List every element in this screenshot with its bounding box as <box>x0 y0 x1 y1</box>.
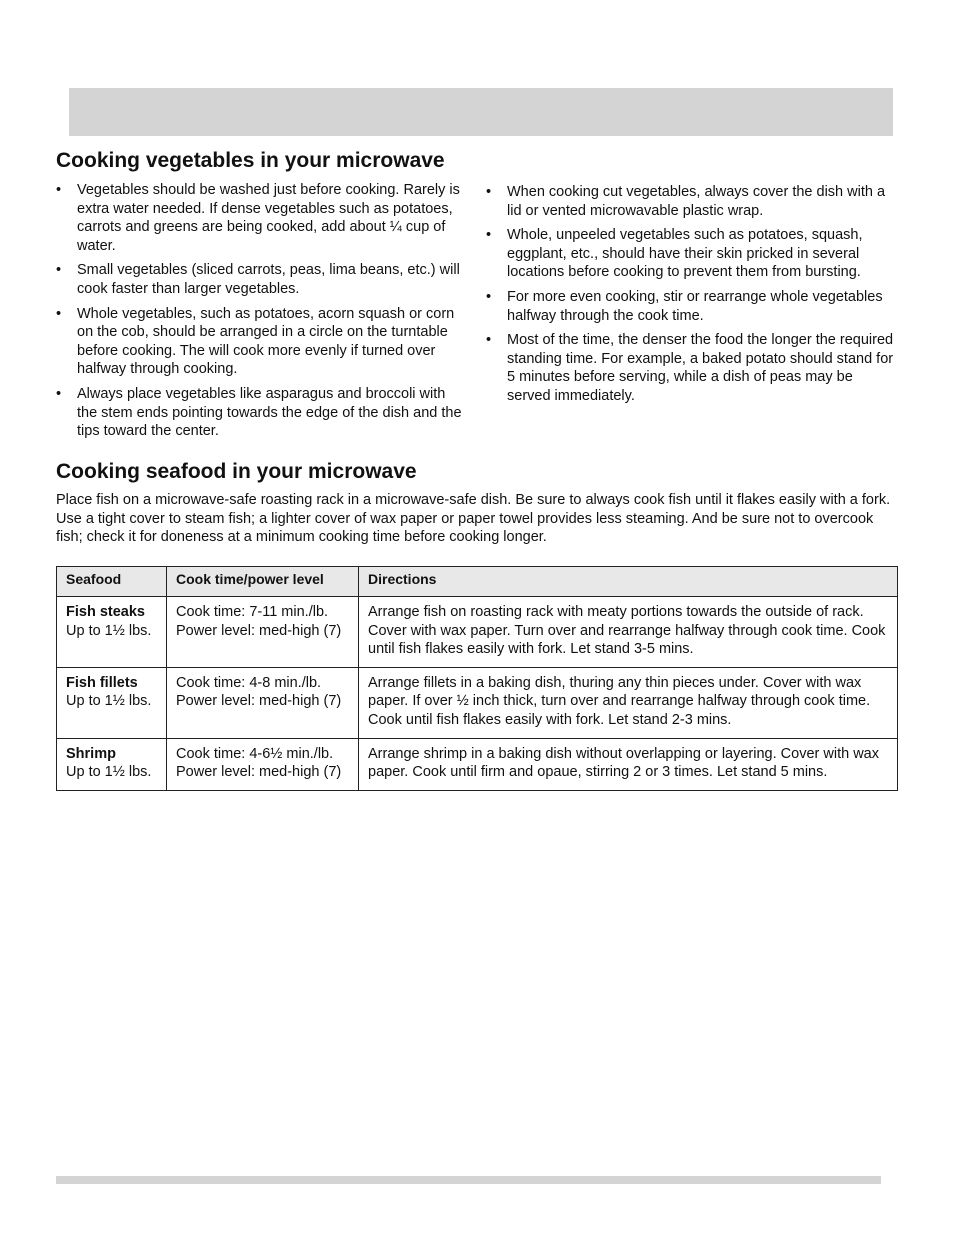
table-row <box>57 667 898 738</box>
list-item-text: Always place vegetables like asparagus and broccoli with the stem ends pointing towards the edge of the dish and the tips toward the center. <box>77 385 462 440</box>
table-header-row <box>57 567 898 597</box>
list-item <box>486 183 900 220</box>
seafood-amount: Up to 1½ lbs. <box>66 693 152 710</box>
header-directions: Directions <box>359 567 898 597</box>
bullet: • <box>486 332 492 349</box>
seafood-table <box>56 566 898 791</box>
bullet: • <box>56 182 62 198</box>
vegetables-list-left <box>56 181 468 447</box>
seafood-heading: Cooking seafood in your microwave <box>56 460 417 483</box>
list-item <box>486 288 900 325</box>
seafood-amount: Up to 1½ lbs. <box>66 622 152 639</box>
cook-time-cell <box>167 597 359 668</box>
cook-time: Cook time: 7-11 min./lb. <box>176 604 329 620</box>
cook-time-cell <box>167 667 359 738</box>
power-level: Power level: med-high (7) <box>176 693 342 710</box>
vegetables-list-right <box>486 183 900 412</box>
bullet: • <box>486 227 492 244</box>
cook-time: Cook time: 4-8 min./lb. <box>176 674 322 691</box>
list-item-text: Most of the time, the denser the food the longer the required standing time. For example, a baked potato should stand for 5 minutes before serving, while a dish of peas may be served immediately. <box>507 332 894 404</box>
power-level: Power level: med-high (7) <box>176 764 342 781</box>
bullet: • <box>56 385 62 402</box>
list-item-text: For more even cooking, stir or rearrange whole vegetables halfway through the cook time. <box>507 288 883 324</box>
list-item <box>56 385 468 441</box>
seafood-name: Fish fillets <box>66 674 138 691</box>
seafood-intro: Place fish on a microwave-safe roasting rack in a microwave-safe dish. Be sure to always cook fish until it flakes easily with a fork. Use a tight cover to steam fish; a lighter cover of wax paper or paper towel provides less steaming. And be sure not to overcook fish; check it for doneness at a minimum cooking time before cooking longer. <box>56 492 891 546</box>
seafood-name: Fish steaks <box>66 604 145 620</box>
seafood-name: Shrimp <box>66 745 116 762</box>
power-level: Power level: med-high (7) <box>176 622 342 639</box>
list-item-text: Whole, unpeeled vegetables such as potatoes, squash, eggplant, etc., should have their skin pricked in several locations before cooking to prevent them from bursting. <box>507 227 863 281</box>
vegetables-heading: Cooking vegetables in your microwave <box>56 149 445 172</box>
directions-cell: Arrange fish on roasting rack with meaty portions towards the outside of rack. Cover with wax paper. Turn over and rearrange halfway through cook time. Cook until fish flakes easily with fork. Let stand 3-5 mins. <box>359 597 898 668</box>
header-cook-time: Cook time/power level <box>167 567 359 597</box>
list-item <box>486 331 900 405</box>
list-item-text: Small vegetables (sliced carrots, peas, lima beans, etc.) will cook faster than larger vegetables. <box>77 262 460 297</box>
list-item-text: Whole vegetables, such as potatoes, acorn squash or corn on the cob, should be arranged in a circle on the turntable before cooking. The will cook more evenly if turned over halfway through cooking. <box>77 305 455 378</box>
list-item-text: When cooking cut vegetables, always cover the dish with a lid or vented microwavable plastic wrap. <box>507 184 886 219</box>
seafood-cell <box>57 597 167 668</box>
directions-cell: Arrange shrimp in a baking dish without overlapping or layering. Cover with wax paper. Cook until firm and opaue, stirring 2 or 3 times. Let stand 5 mins. <box>359 738 898 790</box>
table-row <box>57 738 898 790</box>
cook-time-cell <box>167 738 359 790</box>
table-row <box>57 597 898 668</box>
list-item <box>486 226 900 282</box>
list-item-text: Vegetables should be washed just before cooking. Rarely is extra water needed. If dense vegetables such as potatoes, carrots and greens are being cooked, add about ¼ cup of water. <box>77 182 460 254</box>
seafood-amount: Up to 1½ lbs. <box>66 764 152 781</box>
header-seafood: Seafood <box>57 567 167 597</box>
bullet: • <box>486 288 492 305</box>
directions-cell: Arrange fillets in a baking dish, thuring any thin pieces under. Cover with wax paper. If over ½ inch thick, turn over and rearrange halfway through cook time. Cook until fish flakes easily with fork. Let stand 2-3 mins. <box>359 667 898 738</box>
bullet: • <box>56 262 62 279</box>
footer-band <box>56 1176 881 1184</box>
header-band <box>69 88 893 136</box>
list-item <box>56 181 468 255</box>
list-item <box>56 305 468 379</box>
cook-time: Cook time: 4-6½ min./lb. <box>176 745 334 762</box>
bullet: • <box>56 305 62 322</box>
list-item <box>56 261 468 298</box>
seafood-cell <box>57 667 167 738</box>
seafood-cell <box>57 738 167 790</box>
bullet: • <box>486 184 492 200</box>
